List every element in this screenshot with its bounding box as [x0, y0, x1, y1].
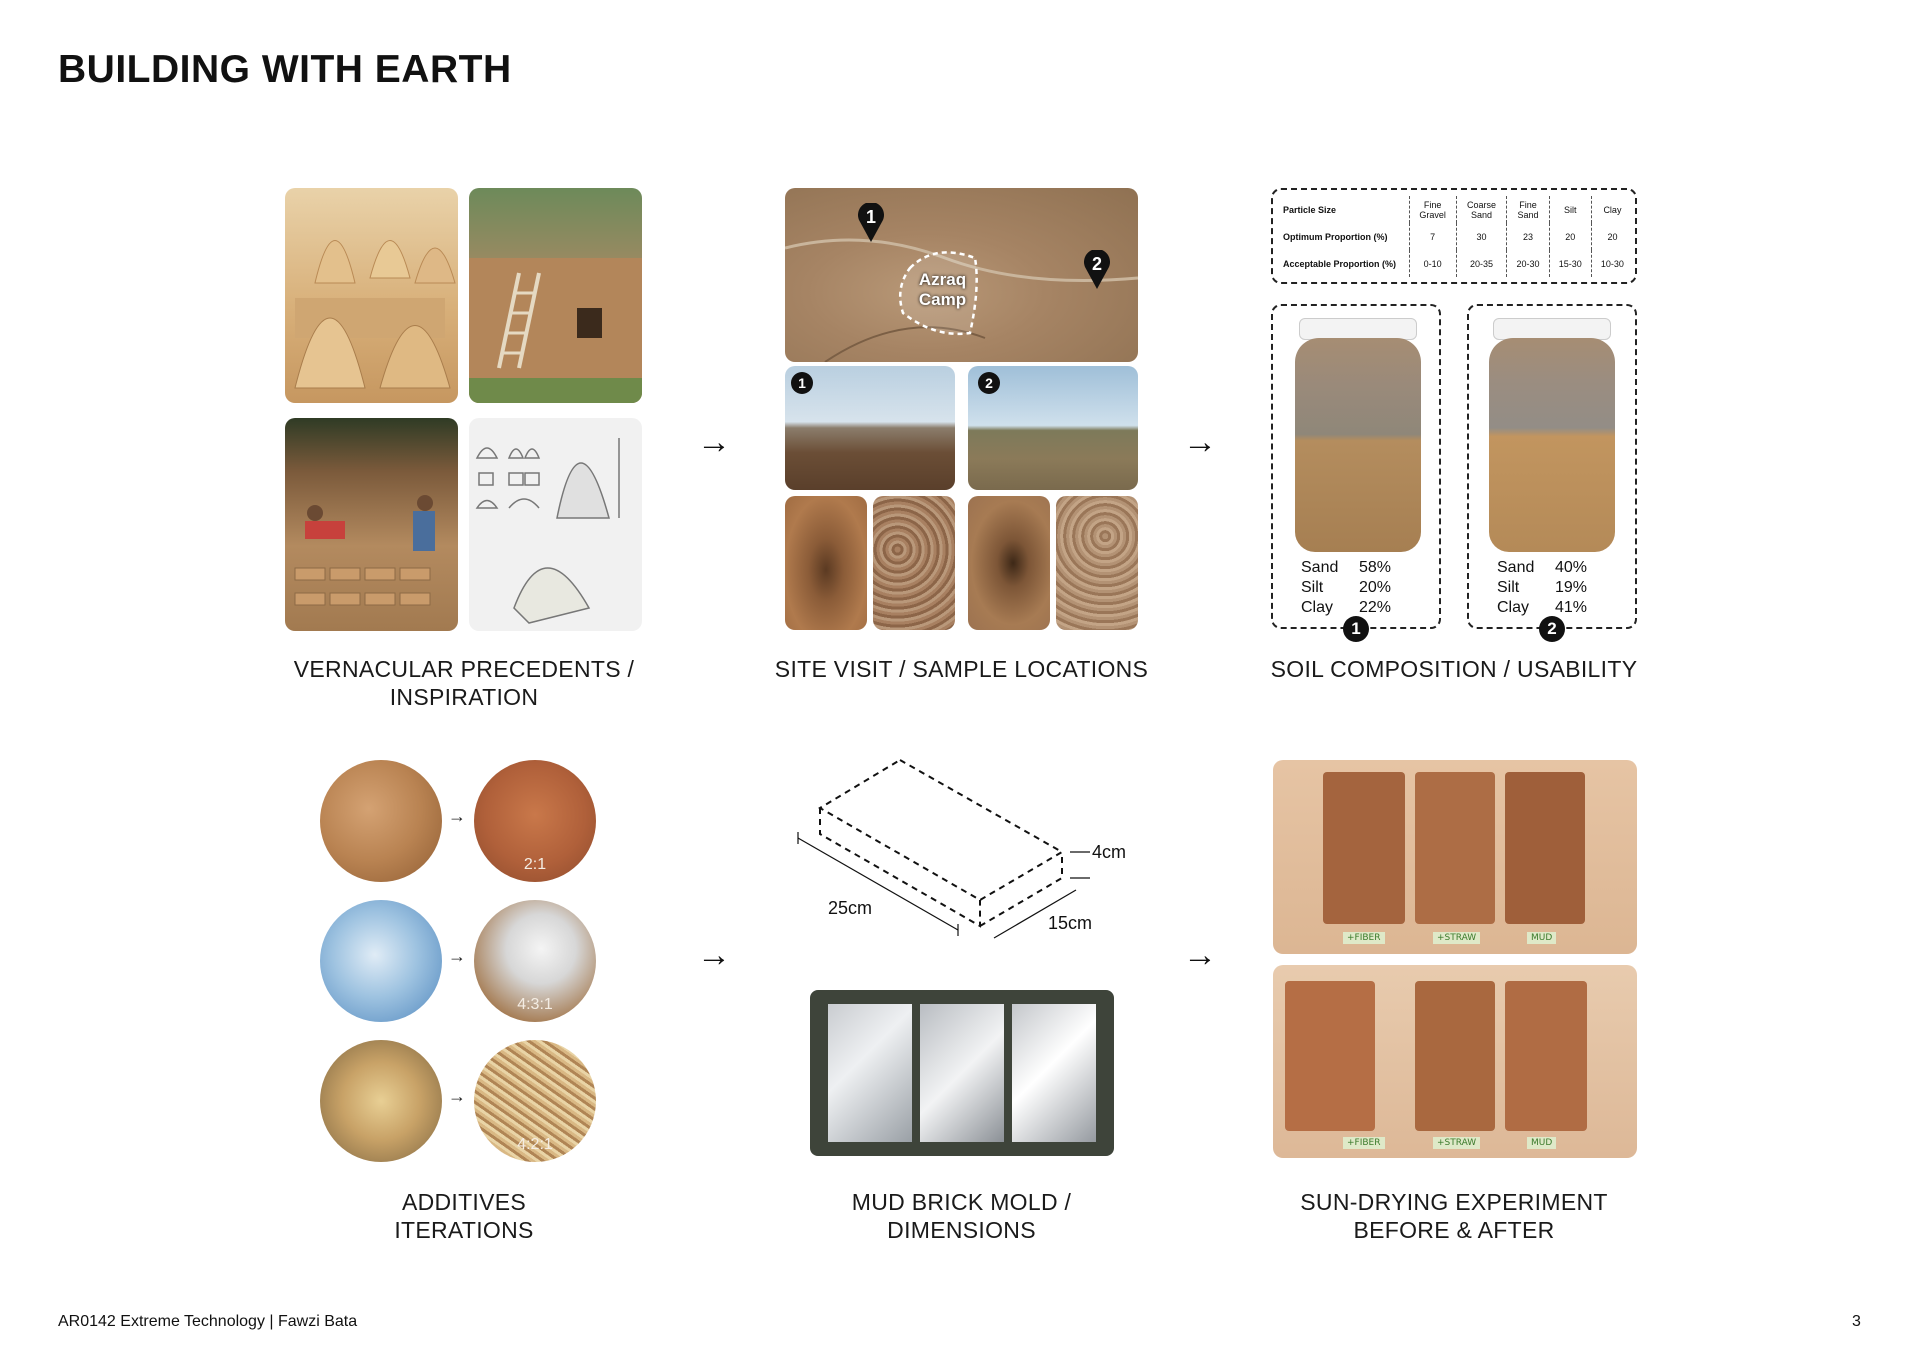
brick-mud — [1505, 981, 1587, 1131]
comp-row: Silt 20% — [1301, 579, 1392, 596]
workers-illustration — [285, 418, 458, 631]
comp-row: Clay 22% — [1301, 599, 1392, 616]
soil-sample-1-frame — [1271, 304, 1441, 629]
page-number: 3 — [1852, 1313, 1861, 1330]
additive-step-arrow: → — [448, 946, 466, 966]
ratio-label: 4:2:1 — [517, 1136, 553, 1153]
soil-sample-2-frame — [1467, 304, 1637, 629]
caption-sun-drying: SUN-DRYING EXPERIMENT BEFORE & AFTER — [1300, 1189, 1608, 1243]
brick-fiber — [1285, 981, 1375, 1131]
mold-cell — [920, 1004, 1004, 1142]
flow-arrow: → — [697, 423, 731, 461]
label-fiber: +FIBER — [1343, 932, 1385, 944]
additive-soil-raw — [320, 760, 442, 882]
soil-composition-1 — [1301, 558, 1411, 618]
additive-straw-raw — [320, 1040, 442, 1162]
jar-lid — [1493, 318, 1611, 340]
soil-badge-1: 1 — [1343, 616, 1369, 642]
ratio-label: 4:3:1 — [517, 996, 553, 1013]
photo-site-2-landscape — [968, 366, 1138, 490]
site-badge-1: 1 — [791, 372, 813, 394]
photo-mud-brick-mold — [810, 990, 1114, 1156]
comp-row: Sand 58% — [1301, 559, 1392, 576]
map-pin-2: 2 — [1082, 250, 1112, 295]
mold-cell — [828, 1004, 912, 1142]
additive-step-arrow: → — [448, 806, 466, 826]
map-label-azraq: Azraq — [918, 270, 967, 289]
site-badge-2: 2 — [978, 372, 1000, 394]
label-straw: +STRAW — [1433, 1137, 1480, 1149]
jar-lid — [1299, 318, 1417, 340]
drawing-nubian-vault — [469, 418, 642, 631]
dimension-width: 15cm — [1048, 913, 1093, 933]
beehive-domes-illustration — [285, 188, 458, 403]
additive-straw-chopped — [474, 1040, 596, 1162]
additive-plastic-bottles — [320, 900, 442, 1022]
brick-straw — [1415, 772, 1495, 924]
soil-composition-2 — [1497, 558, 1607, 618]
map-label-camp: Camp — [918, 290, 967, 309]
caption-mold: MUD BRICK MOLD / DIMENSIONS — [851, 1189, 1072, 1243]
flow-arrow: → — [1183, 423, 1217, 461]
photo-brick-making — [285, 418, 458, 631]
caption-additives: ADDITIVES ITERATIONS — [394, 1189, 534, 1243]
flow-arrow: → — [1183, 936, 1217, 974]
particle-size-table — [1271, 188, 1637, 284]
satellite-map — [785, 188, 1138, 362]
dimension-length: 25cm — [828, 898, 873, 918]
dimension-height: 4cm — [1092, 842, 1127, 862]
caption-vernacular: VERNACULAR PRECEDENTS / INSPIRATION — [293, 656, 635, 710]
flow-arrow: → — [697, 936, 731, 974]
footer-course: AR0142 Extreme Technology | Fawzi Bata — [58, 1313, 358, 1330]
photo-bricks-before — [1273, 760, 1637, 954]
jar-2 — [1489, 318, 1615, 552]
brick-fiber — [1323, 772, 1405, 924]
map-pin-1: 1 — [856, 203, 886, 248]
photo-beehive-houses — [285, 188, 458, 403]
mold-cell — [1012, 1004, 1096, 1142]
comp-row: Clay 41% — [1497, 599, 1588, 616]
photo-site-2-ground — [1056, 496, 1138, 630]
label-mud: MUD — [1527, 1137, 1556, 1149]
photo-site-1-landscape — [785, 366, 955, 490]
photo-site-1-pit — [785, 496, 867, 630]
photo-site-2-pit — [968, 496, 1050, 630]
table-header-row: Particle Size Fine Gravel Coarse Sand Fine Sand Silt Clay — [1275, 196, 1633, 223]
table-row: Optimum Proportion (%) 7 30 23 20 20 — [1275, 223, 1633, 250]
caption-soil: SOIL COMPOSITION / USABILITY — [1270, 656, 1638, 682]
jar-body — [1489, 338, 1615, 552]
brick-straw — [1415, 981, 1495, 1131]
soil-badge-2: 2 — [1539, 616, 1565, 642]
page-title: BUILDING WITH EARTH — [58, 48, 512, 91]
additive-step-arrow: → — [448, 1086, 466, 1106]
caption-site-visit: SITE VISIT / SAMPLE LOCATIONS — [774, 656, 1149, 682]
label-straw: +STRAW — [1433, 932, 1480, 944]
vault-section-drawing — [469, 418, 642, 631]
comp-row: Silt 19% — [1497, 579, 1588, 596]
jar-body — [1295, 338, 1421, 552]
photo-site-1-ground — [873, 496, 955, 630]
additive-plastic-fiber — [474, 900, 596, 1022]
label-mud: MUD — [1527, 932, 1556, 944]
table-row: Acceptable Proportion (%) 0-10 20-35 20-30 15-30 10-30 — [1275, 250, 1633, 277]
additive-soil-mixed — [474, 760, 596, 882]
particle-table — [1275, 196, 1633, 277]
photo-bricks-after — [1273, 965, 1637, 1158]
label-fiber: +FIBER — [1343, 1137, 1385, 1149]
ratio-label: 2:1 — [523, 856, 547, 873]
brick-mud — [1505, 772, 1585, 924]
photo-mud-wall-ladder — [469, 188, 642, 403]
ladder-illustration — [469, 188, 642, 403]
jar-1 — [1295, 318, 1421, 552]
comp-row: Sand 40% — [1497, 559, 1588, 576]
